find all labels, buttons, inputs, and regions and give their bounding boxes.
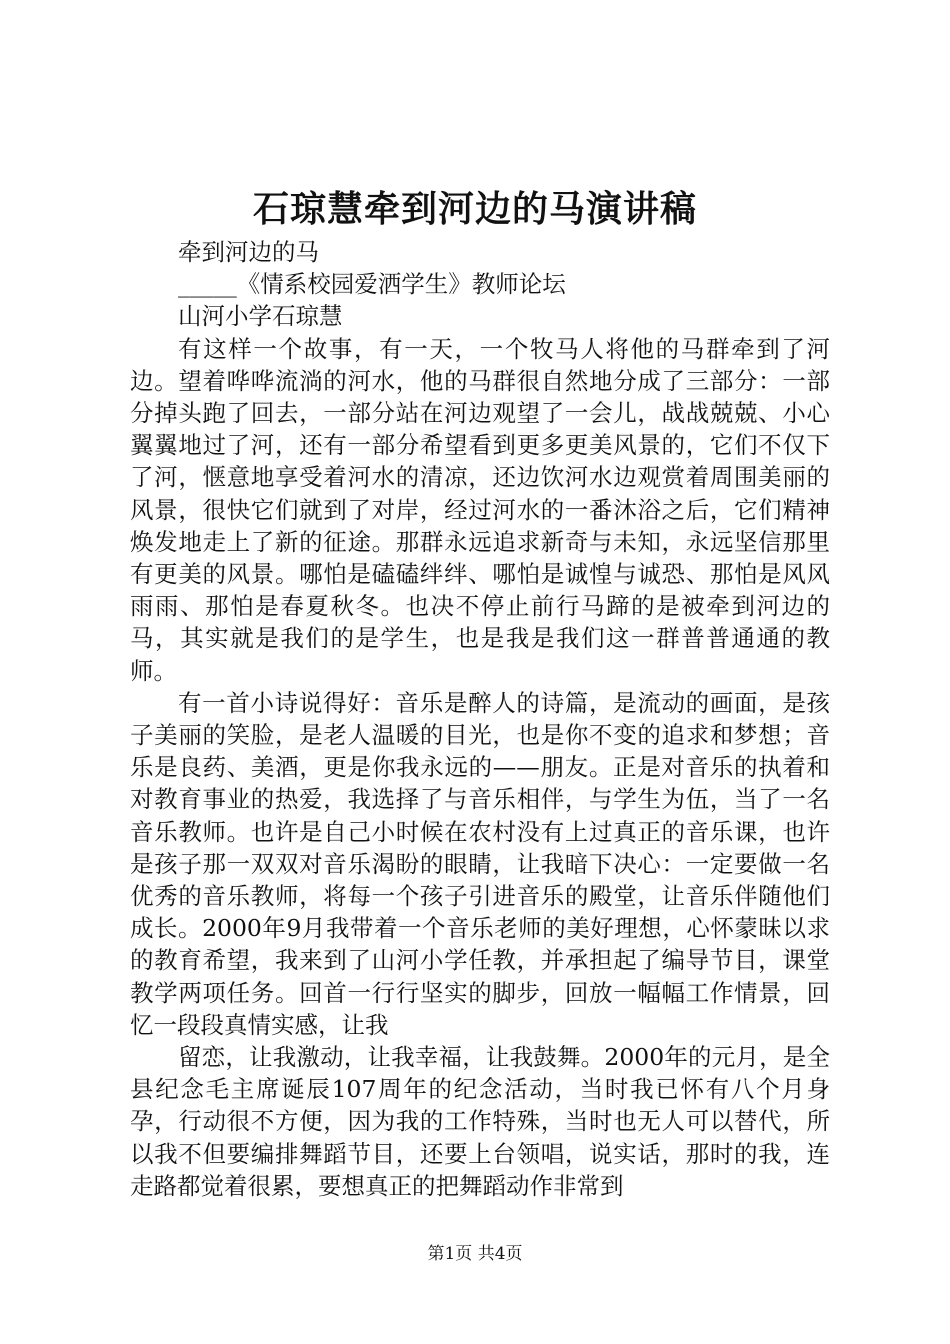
document-subtitle: 牵到河边的马 — [178, 238, 319, 266]
page-footer: 第1页 共4页 — [427, 1244, 523, 1264]
document-title: 石琼慧牵到河边的马演讲稿 — [252, 188, 697, 230]
paragraph-3: 留恋，让我激动，让我幸福，让我鼓舞。2000年的元月，是全县纪念毛主席诞辰107周年的纪念活动，当时我已怀有八个月身孕，行动很不方便，因为我的工作特殊，当时也无人可以替代，所以我不但要编排舞蹈节目，还要上台领唱，说实话，那时的我，连走路都觉着很累，要想真正的把舞蹈动作非常到 — [130, 1043, 830, 1200]
paragraph-2: 有一首小诗说得好：音乐是醉人的诗篇，是流动的画面，是孩子美丽的笑脸，是老人温暖的目光，也是你不变的追求和梦想；音乐是良药、美酒，更是你我永远的——朋友。正是对音乐的执着和对教育事业的热爱，我选择了与音乐相伴，与学生为伍，当了一名音乐教师。也许是自己小时候在农村没有上过真正的音乐课，也许是孩子那一双双对音乐渴盼的眼睛，让我暗下决心：一定要做一名优秀的音乐教师，将每一个孩子引进音乐的殿堂，让音乐伴随他们成长。2000年9月我带着一个音乐老师的美好理想，心怀蒙昧以求的教育希望，我来到了山河小学任教，并承担起了编导节目，课堂教学两项任务。回首一行行坚实的脚步，回放一幅幅工作情景，回忆一段段真情实感，让我 — [130, 688, 830, 1039]
document-body — [130, 236, 830, 1202]
forum-line: _____《情系校园爱洒学生》教师论坛 — [178, 270, 566, 299]
author-line: 山河小学石琼慧 — [178, 302, 343, 331]
paragraph-1: 有这样一个故事，有一天，一个牧马人将他的马群牵到了河边。望着哗哗流淌的河水，他的马群很自然地分成了三部分：一部分掉头跑了回去，一部分站在河边观望了一会儿，战战兢兢、小心翼翼地过了河，还有一部分希望看到更多更美风景的，它们不仅下了河，惬意地享受着河水的清凉，还边饮河水边观赏着周围美丽的风景，很快它们就到了对岸，经过河水的一番沐浴之后，它们精神焕发地走上了新的征途。那群永远追求新奇与未知，永远坚信那里有更美的风景。哪怕是磕磕绊绊、哪怕是诚惶与诚恐、那怕是风风雨雨、那怕是春夏秋冬。也决不停止前行马蹄的是被牵到河边的马，其实就是我们的是学生，也是我是我们这一群普普通通的教师。 — [130, 334, 830, 685]
